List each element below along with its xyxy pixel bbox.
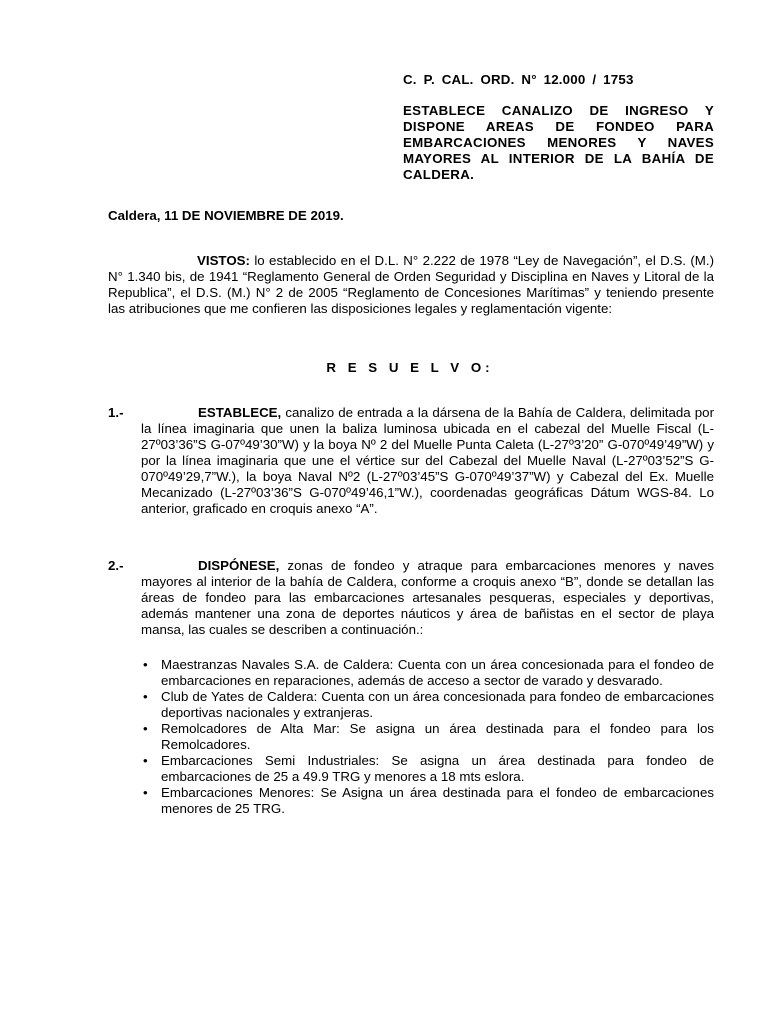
item-paragraph-1 [141,405,714,517]
anchorage-areas-list [141,657,714,817]
bullet-icon: • [143,753,148,768]
vistos-label: VISTOS: [197,253,250,268]
list-item [141,785,714,817]
item-text-1: canalizo de entrada a la dársena de la Bahía de Caldera, delimitada por la línea imaginaria que unen la baliza luminosa ubicada en el cabezal del Muelle Fiscal (L-27º03’36”S G-07º49’30”W) y la boya Nº 2 del Muelle Punta Caleta (L-27º3’20” G-070º49’49”W) y por la línea imaginaria que une el vértice sur del Cabezal del Muelle Naval (L-27º03’52”S G-070º49’29,7”W.), la boya Naval Nº2 (L-27º03’45”S G-070º49’37”W) y Cabezal del Ex. Muelle Mecanizado (L-27º03’36”S G-070º49’46,1”W.), coordenadas geográficas Dátum WGS-84. Lo anterior, graficado en croquis anexo “A”. [141,405,714,516]
item-paragraph-2 [141,558,714,638]
list-item [141,657,714,689]
place-and-date: Caldera, 11 DE NOVIEMBRE DE 2019. [108,208,344,223]
list-item [141,689,714,721]
ordinance-title: ESTABLECE CANALIZO DE INGRESO Y DISPONE AREAS DE FONDEO PARA EMBARCACIONES MENORES Y NAVES MAYORES AL INTERIOR DE LA BAHÍA DE CALDERA. [403,103,714,182]
list-item [141,721,714,753]
bullet-icon: • [143,721,148,736]
list-item-text: Maestranzas Navales S.A. de Caldera: Cuenta con un área concesionada para el fondeo de embarcaciones en reparaciones, además de acceso a sector de varado y desvarado. [161,657,714,688]
item-label-2: DISPÓNESE, [198,558,280,573]
vistos-text: lo establecido en el D.L. N° 2.222 de 1978 “Ley de Navegación”, el D.S. (M.) N° 1.340 bis, de 1941 “Reglamento General de Orden Seguridad y Disciplina en Naves y Litoral de la Republica”, el D.S. (M.) N° 2 de 2005 “Reglamento de Concesiones Marítimas” y teniendo presente las atribuciones que me confieren las disposiciones legales y reglamentación vigente: [108,253,714,316]
item-label-1: ESTABLECE, [198,405,282,420]
item-number-1: 1.- [108,405,124,420]
list-item-text: Club de Yates de Caldera: Cuenta con un área concesionada para fondeo de embarcaciones deportivas nacionales y extranjeras. [161,689,714,720]
resuelvo-heading: R E S U E L V O: [326,360,494,375]
list-item [141,753,714,785]
list-item-text: Embarcaciones Menores: Se Asigna un área destinada para el fondeo de embarcaciones menores de 25 TRG. [161,785,714,816]
bullet-icon: • [143,785,148,800]
item-number-2: 2.- [108,558,124,573]
bullet-icon: • [143,657,148,672]
item-text-2: zonas de fondeo y atraque para embarcaciones menores y naves mayores al interior de la bahía de Caldera, conforme a croquis anexo “B”, donde se detallan las áreas de fondeo para las embarcaciones artesanales pesqueras, especiales y deportivas, además mantener una zona de deportes náuticos y área de bañistas en el sector de playa mansa, las cuales se describen a continuación.: [141,558,714,637]
bullet-icon: • [143,689,148,704]
vistos-paragraph [108,253,714,317]
list-item-text: Remolcadores de Alta Mar: Se asigna un área destinada para el fondeo para los Remolcadores. [161,721,714,752]
ordinance-number: C. P. CAL. ORD. N° 12.000 / 1753 [403,72,634,87]
list-item-text: Embarcaciones Semi Industriales: Se asigna un área destinada para fondeo de embarcaciones de 25 a 49.9 TRG y menores a 18 mts eslora. [161,753,714,784]
